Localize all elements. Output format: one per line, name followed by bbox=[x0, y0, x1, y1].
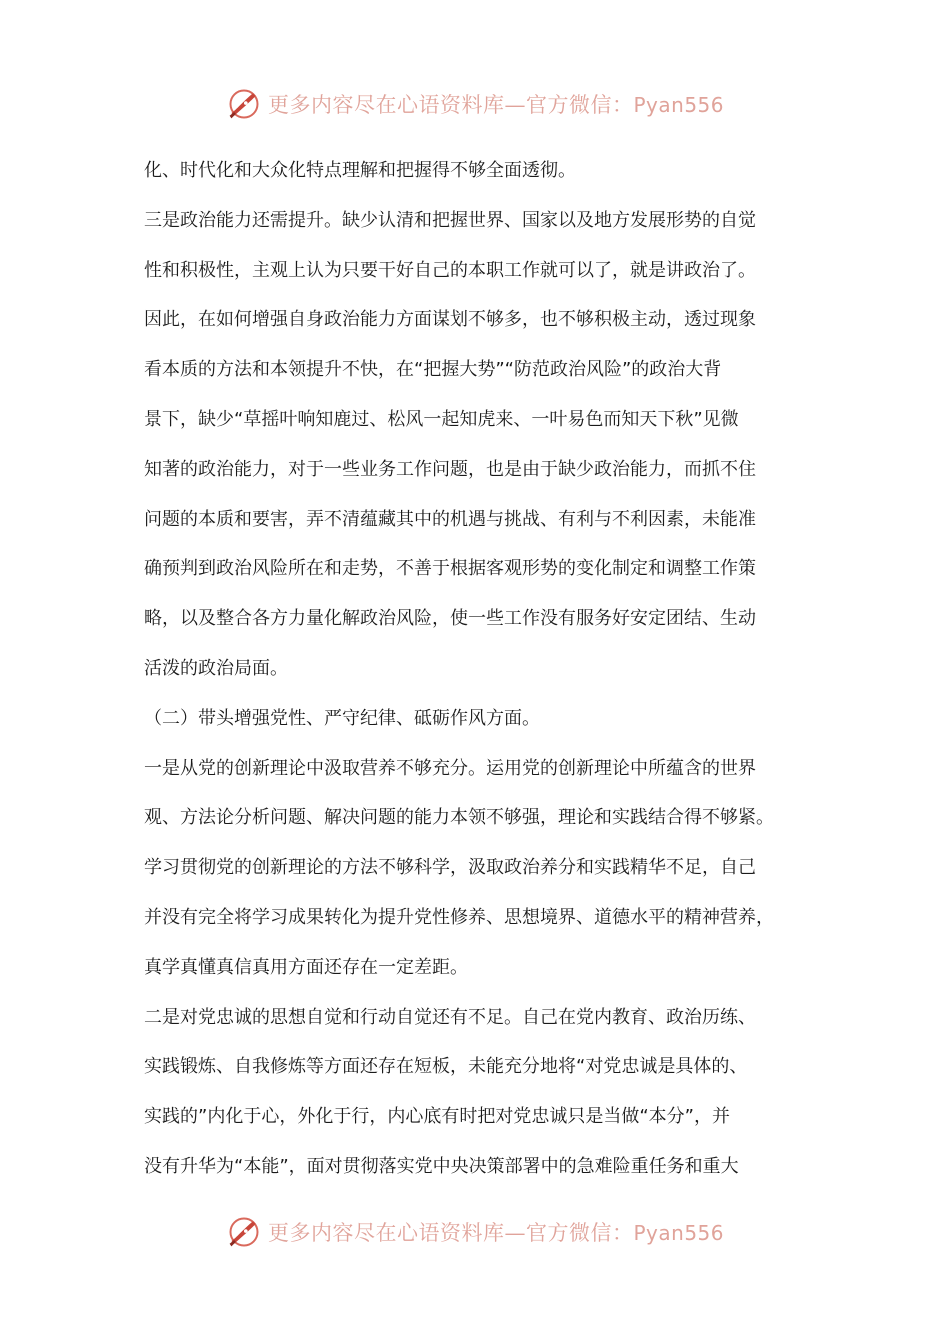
document-body bbox=[144, 146, 824, 1192]
text-line: 略，以及整合各方力量化解政治风险，使一些工作没有服务好安定团结、生动 bbox=[144, 608, 756, 630]
watermark-wechat-text: 官方微信： bbox=[525, 1221, 634, 1245]
text-line: 实践锻炼、自我修炼等方面还存在短板，未能充分地将“对党忠诚是具体的、 bbox=[144, 1056, 748, 1078]
text-line: 因此，在如何增强自身政治能力方面谋划不够多，也不够积极主动，透过现象 bbox=[144, 309, 756, 331]
text-line: 确预判到政治风险所在和走势，不善于根据客观形势的变化制定和调整工作策 bbox=[144, 558, 756, 580]
section-heading: （二）带头增强党性、严守纪律、砥砺作风方面。 bbox=[144, 707, 540, 729]
text-line: 实践的”内化于心，外化于行，内心底有时把对党忠诚只是当做“本分”，并 bbox=[144, 1106, 730, 1128]
text-line: 活泼的政治局面。 bbox=[144, 657, 288, 679]
watermark-handle: Pyan556 bbox=[633, 1221, 724, 1245]
text-line: 二是对党忠诚的思想自觉和行动自觉还有不足。自己在党内教育、政治历练、 bbox=[144, 1006, 756, 1028]
text-line: 知著的政治能力，对于一些业务工作问题，也是由于缺少政治能力，而抓不住 bbox=[144, 458, 756, 480]
text-line: 观、方法论分析问题、解决问题的能力本领不够强，理论和实践结合得不够紧。 bbox=[144, 807, 774, 829]
text-line: 学习贯彻党的创新理论的方法不够科学，汲取政治养分和实践精华不足，自己 bbox=[144, 857, 756, 879]
pen-nib-icon bbox=[226, 1214, 262, 1250]
watermark-wechat-text: 官方微信： bbox=[525, 93, 634, 117]
text-line: 性和积极性，主观上认为只要干好自己的本职工作就可以了，就是讲政治了。 bbox=[144, 259, 756, 281]
text-line: 并没有完全将学习成果转化为提升党性修养、思想境界、道德水平的精神营养， bbox=[144, 906, 774, 928]
footer-watermark bbox=[0, 1210, 950, 1254]
watermark-site-text: 更多内容尽在心语资料库— bbox=[267, 1221, 526, 1245]
watermark-site-text: 更多内容尽在心语资料库— bbox=[267, 93, 526, 117]
text-line: 一是从党的创新理论中汲取营养不够充分。运用党的创新理论中所蕴含的世界 bbox=[144, 757, 756, 779]
text-line: 景下，缺少“草摇叶响知鹿过、松风一起知虎来、一叶易色而知天下秋”见微 bbox=[144, 408, 739, 430]
watermark-text bbox=[268, 89, 724, 119]
header-watermark bbox=[0, 82, 950, 126]
pen-nib-icon bbox=[226, 86, 262, 122]
watermark-handle: Pyan556 bbox=[633, 93, 724, 117]
text-line: 没有升华为“本能”，面对贯彻落实党中央决策部署中的急难险重任务和重大 bbox=[144, 1155, 739, 1177]
text-line: 看本质的方法和本领提升不快，在“把握大势”“防范政治风险”的政治大背 bbox=[144, 359, 722, 381]
watermark-text bbox=[268, 1217, 724, 1247]
text-line: 问题的本质和要害，弄不清蕴藏其中的机遇与挑战、有利与不利因素，未能准 bbox=[144, 508, 756, 530]
text-line: 真学真懂真信真用方面还存在一定差距。 bbox=[144, 956, 468, 978]
text-line: 三是政治能力还需提升。缺少认清和把握世界、国家以及地方发展形势的自觉 bbox=[144, 209, 756, 231]
text-line: 化、时代化和大众化特点理解和把握得不够全面透彻。 bbox=[144, 160, 576, 181]
